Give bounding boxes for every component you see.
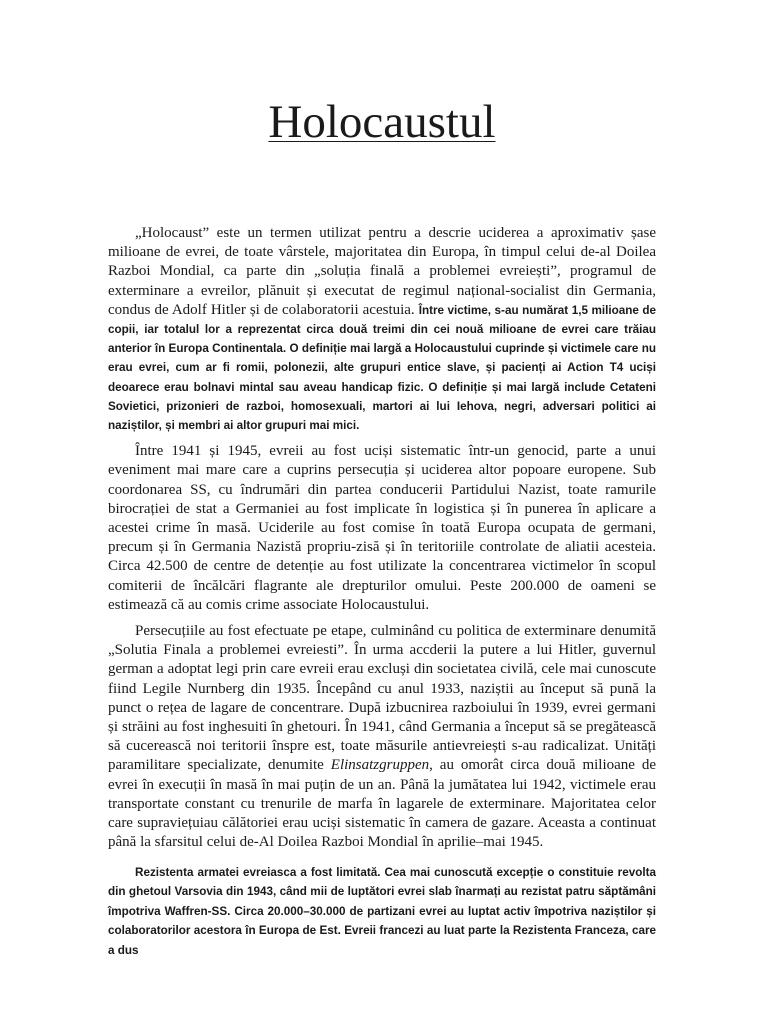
paragraph-1-normal-text: „Holocaust” este un termen utilizat pentru a descrie uciderea a aproximativ șase milioane de evrei, de toate vârstele, majoritatea din Europa, în timpul celui de-al Doilea Razboi Mondial, ca parte din „soluția finală a problemei evreiești”, programul de exterminare a evreilor, plănuit și executat de regimul național-socialist din Germania, condus de Adolf Hitler și de colaboratorii acestuia. [108, 225, 656, 318]
paragraph-4: Rezistenta armatei evreiasca a fost limitată. Cea mai cunoscută excepție o constituie revolta din ghetoul Varsovia din 1943, când mii de luptători evrei slab înarmați au rezistat patru săptămâni împotriva Waffren-SS. Circa 20.000–30.000 de partizani evrei au luptat activ împotriva naziștilor și colaboratorilor acestora în Europa de Est. Evreii francezi au luat parte la Rezistenta Franceza, care a dus [108, 865, 656, 957]
paragraph-1 [108, 224, 656, 435]
paragraph-1-bold-text: Între victime, s-au numărat 1,5 milioane de copii, iar totalul lor a reprezentat circa două treimi din cei nouă milioane de evrei care trăiau anterior în Europa Continentala. O definiție mai largă a Holocaustului cuprinde și victimele care nu erau evrei, cum ar fi romii, polonezii, alte grupuri entice slave, și pacienți ai Action T4 uciși deoarece erau bolnavi mintal sau aveau handicap fizic. O definiție și mai largă include Cetateni Sovietici, prizonieri de razboi, homosexuali, martori ai lui Iehova, negri, adversari politici ai naziștilor, și membri ai altor grupuri mai mici. [108, 303, 656, 433]
paragraph-3 [108, 622, 656, 852]
paragraph-3-text-end: , au omorât circa două milioane de evrei în execuții în masă în mai puțin de un an. Până la jumătatea lui 1942, victimele erau transportate constant cu trenurile de marfa în lagarele de exterminare. Majoritatea celor care supraviețuiau călătoriei erau uciși sistematic în camera de gazare. Aceasta a continuat până la sfarsitul celui de-Al Doilea Razboi Mondial în aprilie–mai 1945. [108, 757, 657, 851]
document-title: Holocaustul [268, 96, 496, 148]
paragraph-2: Între 1941 și 1945, evreii au fost uciși sistematic într-un genocid, parte a unui eveniment mai mare care a cuprins persecuția și uciderea altor popoare europene. Sub coordonarea SS, cu îndrumări din partea conducerii Partidului Nazist, toate ramurile birocrației de stat a Germaniei au fost implicate în logistica și în punerea în aplicare a acestei crime în masă. Uciderile au fost comise în toată Europa ocupata de germani, precum și în Germania Nazistă propriu-zisă și în teritoriile controlate de aliatii acesteia. Circa 42.500 de centre de detenție au fost utilizate la concentrarea victimelor în scopul comiterii de încălcări flagrante ale drepturilor omului. Peste 200.000 de oameni se estimează că au comis crime associate Holocaustului. [108, 443, 656, 613]
paragraph-3-text-start: Persecuțiile au fost efectuate pe etape, culminând cu politica de exterminare denumită „Solutia Finala a problemei evreiesti”. În urma accderii la putere a lui Hitler, guvernul german a adoptat legi prin care evreii erau excluși din societatea civilă, cele mai cunoscute fiind Legile Nurnberg din 1935. Începând cu anul 1933, naziștii au început să pună la punct o rețea de lagare de concentrare. După izbucnirea razboiului în 1939, evrei germani și străini au fost inghesuiti în ghetouri. În 1941, când Germania a început să se pregătească să cucerească noi teritorii înspre est, toate măsurile antievreiești s-au radicalizat. Unități paramilitare specializate, denumite [108, 623, 656, 774]
document-body [108, 224, 656, 960]
paragraph-3-italic-term: Elinsatzgruppen [330, 757, 430, 774]
